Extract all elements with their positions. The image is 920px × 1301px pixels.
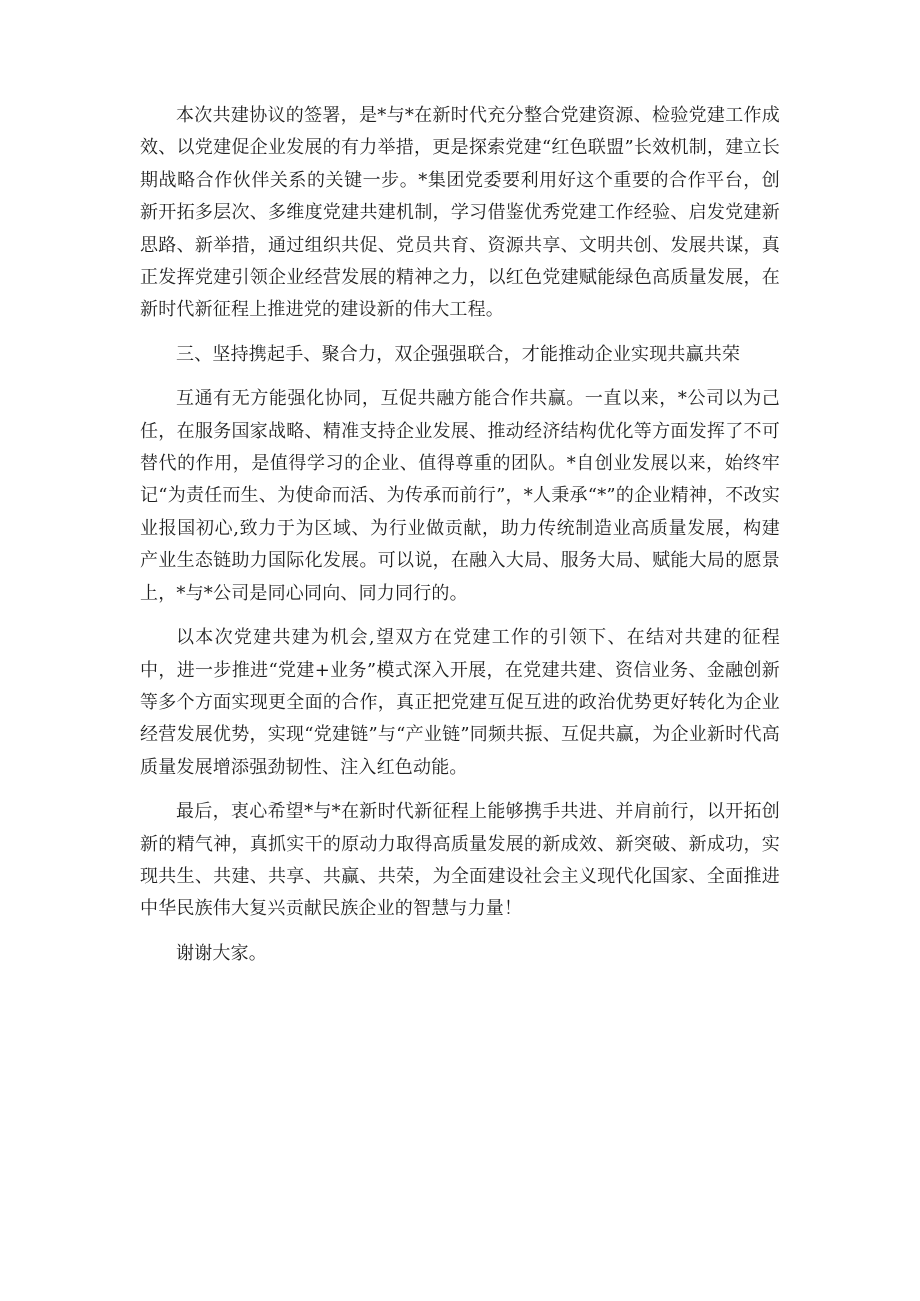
paragraph-party-building-opportunity: 以本次党建共建为机会,望双方在党建工作的引领下、在结对共建的征程中，进一步推进“党建+业务”模式深入开展，在党建共建、资信业务、金融创新等多个方面实现更全面的合作，真正把党建互促互进的政治优势更好转化为企业经营发展优势，实现“党建链”与“产业链”同频共振、互促共赢，为企业新时代高质量发展增添强劲韧性、注入红色动能。	[140, 627, 780, 778]
paragraph-cooperation-agreement: 本次共建协议的签署，是*与*在新时代充分整合党建资源、检验党建工作成效、以党建促企业发展的有力举措，更是探索党建“红色联盟”长效机制，建立长期战略合作伙伴关系的关键一步。*集团党委要利用好这个重要的合作平台，创新开拓多层次、多维度党建共建机制，学习借鉴优秀党建工作经验、启发党建新思路、新举措，通过组织共促、党员共育、资源共享、文明共创、发展共谋，真正发挥党建引领企业经营发展的精神之力，以红色党建赋能绿色高质量发展，在新时代新征程上推进党的建设新的伟大工程。	[140, 105, 780, 321]
section-heading-three: 三、坚持携起手、聚合力，双企强强联合，才能推动企业实现共赢共荣	[176, 343, 741, 365]
paragraph-closing-wishes: 最后，衷心希望*与*在新时代新征程上能够携手共进、并肩前行，以开拓创新的精气神，真抓实干的原动力取得高质量发展的新成效、新突破、新成功，实现共生、共建、共享、共赢、共荣，为全面建设社会主义现代化国家、全面推进中华民族伟大复兴贡献民族企业的智慧与力量！	[140, 801, 780, 920]
document-body	[140, 100, 780, 982]
paragraph-mutual-cooperation: 互通有无方能强化协同，互促共融方能合作共赢。一直以来，*公司以为己任，在服务国家战略、精准支持企业发展、推动经济结构优化等方面发挥了不可替代的作用，是值得学习的企业、值得尊重的团队。*自创业发展以来，始终牢记“为责任而生、为使命而活、为传承而前行”，*人秉承“*”的企业精神，不改实业报国初心,致力于为区域、为行业做贡献，助力传统制造业高质量发展，构建产业生态链助力国际化发展。可以说，在融入大局、服务大局、赋能大局的愿景上，*与*公司是同心同向、同力同行的。	[140, 388, 780, 604]
paragraph-thanks: 谢谢大家。	[176, 942, 267, 964]
